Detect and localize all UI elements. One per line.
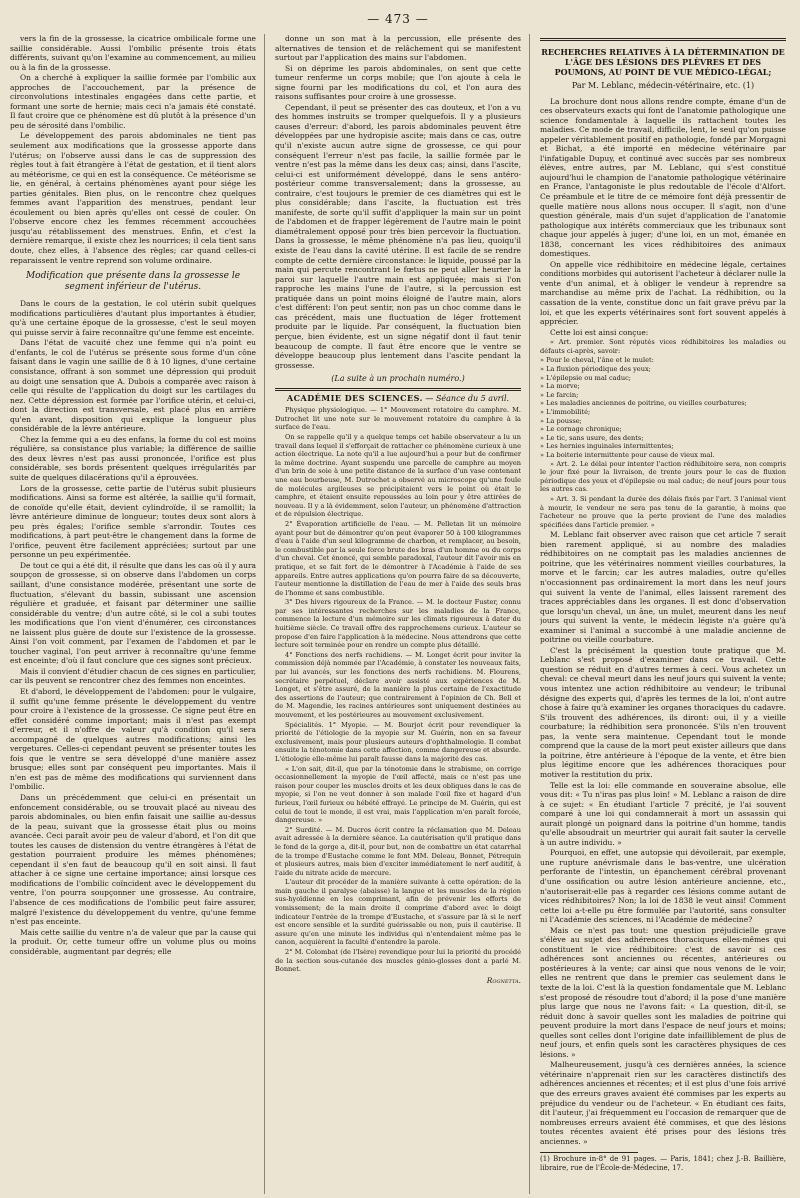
footnote: (1) Brochure in-8° de 91 pages. — Paris, 1841; chez J.-B. Baillière, libraire, rue de l'École-de-Médecine, 17. <box>540 1155 786 1173</box>
law-item: » Pour le cheval, l'âne et le mulet: <box>540 356 654 365</box>
paragraph: Cependant, il peut se présenter des cas douteux, et l'on a vu des hommes instruits se tromper quelquefois. Il y a plusieurs causes d'erreur: d'abord, les parois abdominales peuvent être développées par une hydropisie ascite; mais dans ce cas, outre qu'il n'existe aucun autre signe de grossesse, ce qui pour conséquent l'erreur n'est pas facile, la saillie formée par le ventre n'est pas la même dans les deux cas; ainsi, dans l'ascite, celui-ci est uniformément développé, dans le sens antéro-postérieur comme transversalement; dans la grossesse, au contraire, c'est toujours le premier de ces diamètres qui est le plus considérable; dans l'ascite, la fluctuation est très manifeste, de sorte qu'il suffit d'appliquer la main sur un point de l'abdomen et de frapper légèrement de l'autre main le point diamétralement opposé pour très bien percevoir la fluctuation. Dans la grossesse, le même phénomène n'a pas lieu, quoiqu'il existe de l'eau dans la cavité utérine. Il est facile de se rendre compte de cette dernière circonstance: le liquide, poussé par la main qui percute rencontrant le fœtus ne peut aller heurter la paroi sur laquelle l'autre main est appliquée; mais si l'on rapproche les mains l'une de l'autre, si la percussion est pratiquée dans un point moins éloigné de l'autre main, alors c'est différent: l'on peut sentir, non pas un choc comme dans le cas précédent, mais une fluctuation de léger frottement produite par le liquide. Par conséquent, la fluctuation bien perçue, bien évidente, est un signe négatif dont il faut tenir beaucoup de compte. Il faut être encore que le ventre se développe beaucoup plus lentement dans l'ascite pendant la grossesse. <box>275 102 521 370</box>
paragraph: Mais cette saillie du ventre n'a de valeur que par la cause qui la produit. Or, cette tumeur offre un volume plus ou moins considérable, augmentant par degrés; elle <box>10 927 256 956</box>
law-item: » L'épilepsie ou mal caduc; <box>540 373 631 382</box>
footnote-divider <box>540 1152 638 1153</box>
law-item: » La morve; <box>540 382 580 391</box>
law-text <box>540 338 786 529</box>
academy-title: ACADÉMIE DES SCIENCES. <box>286 392 423 403</box>
law-item: » La boiterie intermittente pour cause de vieux mal. <box>540 450 715 459</box>
paragraph: Cette loi est ainsi conçue: <box>550 327 649 337</box>
paragraph: Si on déprime les parois abdominales, on sent que cette tumeur renferme un corps mobile; que l'on ajoute à cela le signe fourni par les modifications du col, et l'on aura des raisons suffisantes pour croire à une grossesse. <box>275 63 521 102</box>
academy-report <box>275 406 521 974</box>
paragraph: Dans un précédemment que celui-ci en présentait un enfoncement considérable, ou se trouvait placé au niveau des parois abdominales, ou bien enfin faisait une saillie au-dessus de la peau, suivant que la grossesse était plus ou moins avancée. Ceci paraît avoir peu de valeur d'abord, et l'on dit que toutes les causes de distension du ventre étrangères à l'état de gestation pourraient produire les mêmes phénomènes; cependant il s'en faut de beaucoup qu'il en soit ainsi. Il faut attacher à ce signe une certaine importance; ainsi lorsque ces modifications de l'ombilic coïncident avec le développement du ventre, l'on pourra soupçonner une grossesse. Au contraire, l'absence de ces modifications de l'ombilic peut faire assurer, malgré l'existence du développement du ventre, qu'une femme n'est pas enceinte. <box>10 793 256 927</box>
paragraph: Mais il convient d'étudier chacun de ces signes en particulier, car ils peuvent se rencontrer chez des femmes non enceintes. <box>10 666 256 686</box>
article-title: RECHERCHES RELATIVES À LA DÉTERMINATION DE L'ÂGE DES LÉSIONS DES PLÈVRES ET DES POUMONS, AU POINT DE VUE MÉDICO-LÉGAL; <box>541 47 785 77</box>
paragraph: Mais ce n'est pas tout: une question préjudicielle grave s'élève au sujet des adhérences thoraciques elles-mêmes qui constituent le vice rédhibitoire: c'est de savoir si ces adhérences sont anciennes ou récentes, antérieures ou postérieures à la vente; car ainsi que nous venons de le voir, elles ne rentrent que dans le premier cas seulement dans le texte de la loi. C'est là la question fondamentale que M. Leblanc s'est proposé de résoudre tout d'abord; il la pose d'une manière plus large que nous ne l'avons fait: « La question, dit-il, se réduit donc à savoir quelles sont les maladies de poitrine qui peuvent produire la mort dans l'espace de neuf jours et moins; quelles sont celles dont l'origine date infailliblement de plus de neuf jours, et enfin quels sont les caractères physiques de ces lésions. » <box>540 925 786 1059</box>
law-article: « Art. premier. Sont réputés vices rédhibitoires les maladies ou défauts ci-après, savoir: <box>540 338 786 355</box>
law-item: » L'immobilité; <box>540 407 591 416</box>
paragraph: Physique physiologique. — 1° Mouvement rotatoire du camphre. M. Dutrochet lit une note sur le mouvement rotatoire du camphre à la surface de l'eau. <box>275 406 521 432</box>
paragraph: On se rappelle qu'il y a quelque temps cet habile observateur a lu un travail dans lequel il s'efforçait de rattacher ce phénomène curieux à une action électrique. La note qu'il a lue aujourd'hui a pour but de confirmer la même doctrine. Ayant suspendu une parcelle de camphre au moyen d'un brin de soie à une petite distance de la surface d'un vase contenant une eau bourbeuse, M. Dutrochet a observé au microscope qu'une foule de molécules argileuses se précipitaient vers le point où était le camphre, et étaient ensuite repoussées au loin pour y être attirées de nouveau. Il y a là évidemment, selon l'auteur, un phénomène d'attraction et de répulsion électrique. <box>275 433 521 519</box>
paragraph: 2° Surdité. — M. Ducros écrit contre la réclamation que M. Deleau avait adressée à la dernière séance. La cautérisation qu'il pratique dans le fond de la gorge a, dit-il, pour but, non de combattre un état catarrhal de la trompe d'Eustache comme le font MM. Deleau, Bonnet, Pétrequin et plusieurs autres, mais bien d'exciter immédiatement le nerf auditif, à l'aide du nitrate acide de mercure. <box>275 825 521 877</box>
law-item: » La pousse; <box>540 416 582 425</box>
paragraph: Dans le cours de la gestation, le col utérin subit quelques modifications particulières d'autant plus importantes à étudier, qu'à une certaine époque de la grossesse, c'est le seul moyen qui puisse servir à faire reconnaître qu'une femme est enceinte. <box>10 299 256 337</box>
academy-session: — Séance du 5 avril. <box>425 393 510 403</box>
paragraph: donne un son mat à la percussion, elle présente des alternatives de tension et de relâchement qui se manifestent surtout par l'application des mains sur l'abdomen. <box>275 34 521 63</box>
law-item: » Les maladies anciennes de poitrine, ou vieilles courbatures; <box>540 399 747 408</box>
divider <box>540 38 786 41</box>
law-article: » Art. 2. Le délai pour intenter l'action rédhibitoire sera, non compris le jour fixé pour la livraison, de trente jours pour le cas de fluxion périodique des yeux et d'épilepsie ou mal caduc; de neuf jours pour tous les autres cas. <box>540 459 786 494</box>
paragraph: Dans l'état de vacuité chez une femme qui n'a point eu d'enfants, le col de l'utérus se présente sous forme d'un cône faisant dans le vagin une saillie de 8 à 10 lignes, d'une certaine consistance, offrant à son sommet une dépression qui produit au doigt une sensation que A. Dubois a comparée avec raison à celle qui résulte de l'application du doigt sur les cartilages du nez. Cette dépression est formée par l'orifice utérin, et celui-ci, dont la direction est transversale, est placé plus en arrière qu'en avant, disposition qui explique la longueur plus considérable de la lèvre antérieure. <box>10 338 256 434</box>
byline: Par M. Leblanc, médecin-vétérinaire, etc. (1) <box>571 81 755 90</box>
paragraph: M. Leblanc fait observer avec raison que cet article 7 serait bien rarement appliqué, si au nombre des maladies rédhibitoires on ne comptait pas les maladies anciennes de poitrine, que les vétérinaires nomment vieilles courbatures, la morve et le farcin; car les autres maladies, outre qu'elles n'occasionnent pas ordinairement la mort dans les neuf jours qui suivent la vente de l'animal, elles laissent rarement des traces appréciables dans les organes. Il est donc d'observation que lorsqu'un cheval, un âne, un mulet, meurent dans les neuf jours qui suivent la vente, le médecin légiste n'a guère qu'à examiner si l'animal a succombé à une maladie ancienne de poitrine ou vieille courbature. <box>540 530 786 645</box>
law-item: » Le tic, sans usure, des dents; <box>540 433 644 442</box>
paragraph: 2° Évaporation artificielle de l'eau. — M. Pelletan lit un mémoire ayant pour but de démontrer qu'on peut évaporer 50 à 100 kilogrammes d'eau à l'aide d'un seul kilogramme de charbon, et remplacer, au besoin, le combustible par la seule force brute des bras d'un homme ou du corps d'un cheval. Cet énoncé, qui semble paradoxal, l'auteur dit l'avoir mis en pratique, et se fait fort de le démontrer à l'Académie à l'aide de ses appareils. Entre autres applications qu'on pourra faire de sa découverte, l'auteur mentionne la distillation de l'eau de mer à l'aide des seuls bras de l'homme et sans combustible. <box>275 519 521 597</box>
paragraph: La brochure dont nous allons rendre compte, émane d'un de ces observateurs exacts qui font de l'anatomie pathologique une science fondamentale à laquelle ils rattachent toutes les maladies. Ce mode de travail, difficile, lent, le seul qu'on puisse appeler véritablement positif en pathologie, fondé par Morgagni et Bichat, a été importé en médecine vétérinaire par l'infatigable Dupuy, et continué avec succès par ses nombreux élèves, entre autres, par M. Leblanc, qui s'est constitué aujourd'hui le champion de l'anatomie pathologique vétérinaire en France, l'antagoniste le plus redoutable de l'école d'Alfort. Ce préambule et le titre de ce mémoire font déjà pressentir de quelle matière nous allons nous occuper. Il s'agit, non d'une question générale, mais d'un sujet d'application de l'anatomie pathologique aux intérêts commerciaux que les tribunaux sont chaque jour appelés à juger; d'une loi, en un mot, émanée en 1838, concernant les vices rédhibitoires des animaux domestiques. <box>540 96 786 259</box>
continued-note: (La suite à un prochain numéro.) <box>331 374 465 384</box>
paragraph: Spécialités. 1° Myopie. — M. Bourjot écrit pour revendiquer la priorité de l'étiologie de la myopie sur M. Guérin, non en sa faveur exclusivement, mais pour plusieurs auteurs d'ophthalmologie. Il combat ensuite la ténotomie dans cette affection, comme dangereuse et absurde. L'étiologie elle-même lui paraît fausse dans la majorité des cas. <box>275 720 521 763</box>
law-item: » La fluxion périodique des yeux; <box>540 365 651 373</box>
paragraph: Telle est la loi: elle commande en souveraine absolue, elle vous dit: « Tu n'iras pas plus loin! » M. Leblanc a raison de dire à ce sujet: « En étudiant l'article 7 précité, je l'ai souvent comparé à une loi qui condamnerait à mort un assassin qui aurait plongé un poignard dans la poitrine d'un homme, tandis qu'elle absoudrait un meurtrier qui aurait fait sauter la cervelle à un autre individu. » <box>540 780 786 847</box>
paragraph: Le développement des parois abdominales ne tient pas seulement aux modifications que la grossesse apporte dans l'utérus; on l'observe aussi dans le cas de suppression des règles tout à fait étrangère à l'état de gestation, et il tient alors au météorisme, ce qui en est la conséquence. Ce météorisme se lie, en général, à certains phénomènes ayant pour siége les parties génitales. Bien plus, on le rencontre chez quelques femmes avant l'apparition des menstrues, pendant leur écoulement ou bien après qu'elles ont cessé de couler. On l'observe encore chez les femmes récemment accouchées jusqu'au rétablissement des menstrues. Enfin, et c'est la dernière remarque, il existe chez les nourrices; il cela tient sans doute, chez elles, à l'absence des règles; car quand celles-ci reparaissent le ventre reprend son volume ordinaire. <box>10 131 256 265</box>
divider <box>275 388 521 391</box>
signature <box>275 976 521 986</box>
author-name: Rognetta. <box>486 975 521 985</box>
paragraph: Malheureusement, jusqu'à ces dernières années, la science vétérinaire n'apprenait rien sur les caractères distinctifs des adhérences anciennes et récentes; et il est plus d'une fois arrivé que des erreurs graves avaient été commises par les experts au préjudice du vendeur ou de l'acheteur. « En étudiant ces faits, dit l'auteur, j'ai fréquemment eu l'occasion de remarquer que de nombreuses erreurs avaient été commises, et que des lésions toutes récentes avaient été prises pour des lésions très anciennes. » <box>540 1060 786 1146</box>
paragraph: De tout ce qui a été dit, il résulte que dans les cas où il y aura soupçon de grossesse, si on observe dans l'abdomen un corps saillant, d'une consistance modérée, présentant une sorte de fluctuation, s'élevant du bassin, subissant une ascension régulière et graduée, et faisant par déterminer une saillie considérable du ventre; d'un autre côté, si le col a subi toutes les modifications que l'on vient d'énumérer, ces circonstances ne laissent plus guère de doute sur l'existence de la grossesse. Ainsi l'on voit comment, par l'examen de l'abdomen et par le toucher vaginal, l'on peut arriver à reconnaître qu'une femme est enceinte; d'où il faut conclure que ces signes sont précieux. <box>10 560 256 666</box>
paragraph: Et d'abord, le développement de l'abdomen: pour le vulgaire, il suffit qu'une femme présente le développement du ventre pour croire à l'existence de la grossesse. Ce signe peut être en effet considéré comme important; mais il n'est pas exempt d'erreur, et il n'offre de valeur qu'à condition qu'il sera accompagné de quelques autres modifications; ainsi les vergetures. Celles-ci cependant peuvent se présenter toutes les fois que le ventre se sera développé d'une manière assez brusque; elles sont par conséquent peu importantes. Mais il n'en est pas de même des modifications qui surviennent dans l'ombilic. <box>10 687 256 792</box>
paragraph: On appelle vice rédhibitoire en médecine légale, certaines conditions morbides qui autorisent l'acheteur à déclarer nulle la vente d'un animal, et à obliger le vendeur à reprendre sa marchandise au même prix de l'achat. La rédhibition, ou la cassation de la vente, constitue donc un fait grave prévu par la loi, et que les experts vétérinaires sont fort souvent appelés à apprécier. <box>540 259 786 327</box>
paragraph: On a cherché à expliquer la saillie formée par l'ombilic aux approches de l'accouchement, par la présence de circonvolutions intestinales engagées dans cette partie, et formant une sorte de hernie; mais ceci n'a jamais été constaté. Il faut croire que ce phénomène est dû plutôt à la présence d'un peu de sérosité dans l'ombilic. <box>10 73 256 130</box>
paragraph: 3° Des hivers rigoureux de la France. — M. le docteur Fuster, connu par ses intéressantes recherches sur les maladies de la France, commence la lecture d'un mémoire sur les climats rigoureux à dater du huitième siècle. Ce travail offre des rapprochemens curieux. L'auteur se propose d'en faire l'application à la médecine. Nous attendrons que cette lecture soit terminée pour en rendre un compte plus détaillé. <box>275 598 521 650</box>
paragraph: 4° Fonctions des nerfs rachidiens. — M. Longet écrit pour inviter la commission déjà nommée par l'Académie, à constater les nouveaux faits, par lui avancés, sur les fonctions des nerfs rachidiens. M. Flourens, secrétaire perpétuel, déclare avoir assisté aux expériences de M. Longet, et s'être assuré, de la manière la plus certaine de l'exactitude des assertions de l'auteur; que contrairement à l'opinion de Ch. Bell et de M. Magendie, les racines antérieures sont uniquement destinées au mouvement, et les postérieures au mouvement exclusivement. <box>275 650 521 720</box>
text-columns <box>10 34 786 1194</box>
page-number: — 473 — <box>367 12 429 26</box>
paragraph: 2° M. Colombat (de l'Isère) revendique pour lui la priorité du procédé de la section sous-cutanée des muscles génio-glosses dont a parlé M. Bonnet. <box>275 948 521 974</box>
paragraph: Pourquoi, en effet, une autopsie qui dévoilerait, par exemple, une rupture anévrismale dans le bas-ventre, une ulcération perforante de l'intestin, un épanchement cérébral provenant d'une ossification ou autre lésion antérieure ancienne, etc., n'autoriserait-elle pas à regarder ces lésions comme autant de vices rédhibitoires? Non; la loi de 1838 le veut ainsi! Comment cette loi a-t-elle pu être formulée par l'autorité, sans consulter ni l'Académie des sciences, ni l'Académie de médecine? <box>540 848 786 925</box>
law-article: » Art. 3. Si pendant la durée des délais fixés par l'art. 3 l'animal vient à mourir, le vendeur ne sera pas tenu de la garantie, à moins que l'acheteur ne prouve que la perte provient de l'une des maladies spécifiées dans l'article premier. » <box>540 494 786 529</box>
paragraph: Lors de la grossesse, cette partie de l'utérus subit plusieurs modifications. Ainsi sa forme est altérée, la saillie qu'il formait, de conoïde qu'elle était, devient cylindroïde, il se ramollit; la lèvre antérieure diminue de longueur; toutes deux sont alors à peu près égales; l'orifice semble s'arrondir. Toutes ces modifications, à part peut-être le changement dans la forme de l'orifice, peuvent être facilement appréciées; surtout par une personne un peu expérimentée. <box>10 483 256 560</box>
column-2 <box>275 34 530 1194</box>
law-item: » Le cornage chronique; <box>540 425 622 434</box>
column-1 <box>10 34 265 1194</box>
paragraph: L'auteur dit procéder de la manière suivante à cette opération: de la main gauche il paralyse (abaisse) la langue et les muscles de la région sus-hyoïdienne en les comprimant, afin de prévenir les efforts de vomissement; de la main droite il comprime d'abord avec le doigt indicateur l'entrée de la trompe d'Eustache, et s'assure par là si le nerf est encore sensible et la surdité guérissable ou non, puis il cautérise. Il assure qu'en une minute les individus qui n'entendaient même pas le canon, acquièrent la faculté d'entendre la parole. <box>275 878 521 947</box>
law-item: » Le farcin; <box>540 390 579 399</box>
academy-heading <box>275 394 521 404</box>
paragraph: « L'on sait, dit-il, que par la ténotomie dans le strabisme, on corrige occasionnellement la myopie de l'œil affecté, mais ce n'est pas une raison pour couper les muscles droits et les deux obliques dans le cas de myopie, si l'on ne veut donner à son malade l'œil fixe et hagard d'un furieux, l'œil furieux ou hébété effrayé. Le principe de M. Guérin, qui est celui de tout le monde, il est vrai, mais l'application m'en paraît forcée, dangereuse. » <box>275 764 521 825</box>
law-item: » Les hernies inguinales intermittentes; <box>540 442 674 451</box>
paragraph: vers la fin de la grossesse, la cicatrice ombilicale forme une saillie considérable. Aussi l'ombilic présente trois états différents, suivant qu'on l'examine au commencement, au milieu ou à la fin de la grossesse. <box>10 34 256 72</box>
column-3 <box>540 34 786 1194</box>
paragraph: C'est la précisément la question toute pratique que M. Leblanc s'est proposé d'examiner dans ce travail. Cette question se réduit en d'autres termes à ceci. Vous achetez un cheval: ce cheval meurt dans les neuf jours qui suivent la vente; vous intentez une action rédhibitoire au vendeur; le tribunal désigne des experts qui, d'après les termes de la loi, n'ont autre chose à faire qu'à examiner les organes thoraciques du cadavre. S'ils trouvent des adhérences, ils diront: oui, il y a vieille courbature; la rédhibition sera prononcée. S'ils n'en trouvent pas, la vente sera maintenue. Cependant tout le monde comprend que la cause de la mort peut exister ailleurs que dans la poitrine, être antérieure à l'époque de la vente, et être bien plus légitime encore que les adhérences thoraciques pour motiver la restitution du prix. <box>540 645 786 779</box>
paragraph: Chez la femme qui a eu des enfans, la forme du col est moins régulière, sa consistance plus variable; la différence de saillie des deux lèvres n'est pas aussi prononcée, l'orifice est plus considérable, ses bords présentent quelques irrégularités par suite de quelques dilacérations qu'il a éprouvées. <box>10 434 256 482</box>
section-heading: Modification que présente dans la grossesse le segment inférieur de l'utérus. <box>25 271 241 293</box>
